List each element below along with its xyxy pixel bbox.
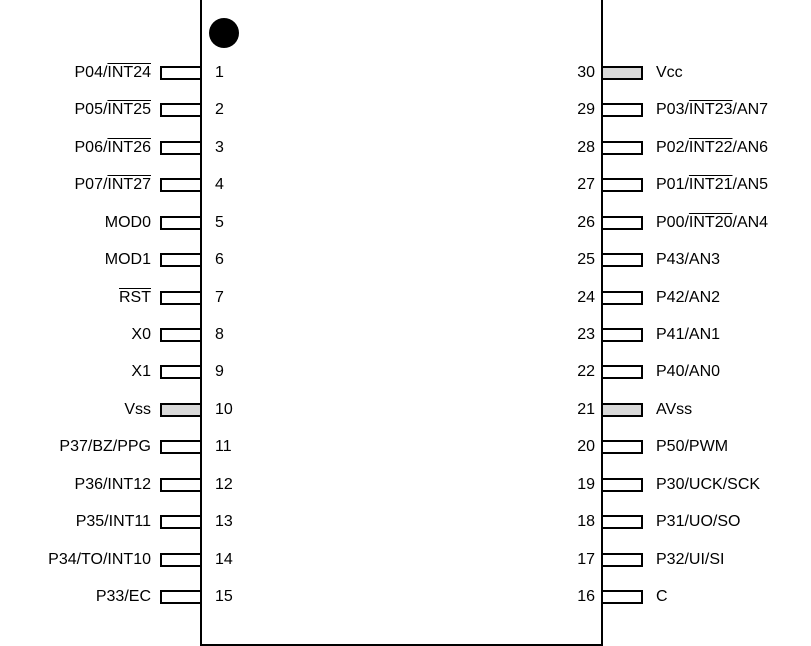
pin-label-segment: P40/AN0 xyxy=(656,363,721,381)
pin-number: 20 xyxy=(577,438,595,456)
pin-number: 5 xyxy=(215,213,224,231)
pin-label-segment: P50/PWM xyxy=(656,438,729,456)
pin-21-label xyxy=(656,400,692,420)
pin-3-label xyxy=(75,138,152,158)
pin-17-label xyxy=(656,550,724,570)
pin-label-segment: P36/INT12 xyxy=(74,475,151,493)
pin-label-segment: Vcc xyxy=(656,64,683,81)
pin-26-lead xyxy=(603,216,643,230)
pin-20-label xyxy=(656,437,728,457)
pin-label-segment: INT20 xyxy=(688,213,733,231)
pin-number: 16 xyxy=(577,588,595,606)
pin-number: 23 xyxy=(577,326,595,343)
pin-number: 19 xyxy=(577,475,595,493)
pin-number: 18 xyxy=(577,513,595,531)
pin-8-label xyxy=(131,325,151,345)
pin-label-segment: INT22 xyxy=(688,138,733,156)
ic-package-body xyxy=(200,0,603,646)
pin-label-segment: INT25 xyxy=(107,101,151,119)
pin-label-segment: /AN5 xyxy=(732,176,769,194)
pin-16-lead xyxy=(603,590,643,604)
pin-label-segment: X0 xyxy=(131,326,151,343)
pin-18-label xyxy=(656,512,740,532)
pin-label-segment: P37/BZ/PPG xyxy=(59,438,151,456)
pin-number: 21 xyxy=(577,400,595,418)
pin-label-segment: X1 xyxy=(131,363,151,381)
pin-23-lead xyxy=(603,328,643,342)
pin-number: 24 xyxy=(577,288,595,306)
pin-number: 2 xyxy=(215,101,224,119)
pin-number: 7 xyxy=(215,288,224,306)
pin-label-segment: P05/ xyxy=(74,101,108,119)
pin-label-segment: /AN7 xyxy=(732,101,769,119)
pin-29-label xyxy=(656,100,768,120)
pin-label-segment: P31/UO/SO xyxy=(656,513,741,531)
pin-17-lead xyxy=(603,553,643,567)
pin-number: 17 xyxy=(577,550,595,568)
pin-9-lead xyxy=(160,365,200,379)
pin-label-segment: P42/AN2 xyxy=(656,288,721,306)
pin-number: 13 xyxy=(215,513,233,531)
pin-11-label xyxy=(59,437,151,457)
pin-label-segment: P41/AN1 xyxy=(656,326,721,343)
pin-number: 12 xyxy=(215,475,233,493)
pin-15-lead xyxy=(160,590,200,604)
pin-label-segment: $\overline{RST}$ xyxy=(119,288,151,306)
pin-13-label xyxy=(76,512,151,532)
pin-1-label xyxy=(75,63,152,83)
pin-label-segment: MOD0 xyxy=(104,213,151,231)
pin-1-lead xyxy=(160,66,200,80)
pin-3-lead xyxy=(160,141,200,155)
pin-label-segment: INT26 xyxy=(107,138,151,156)
pin-number: 11 xyxy=(215,438,232,456)
pin-8-lead xyxy=(160,328,200,342)
pin-22-lead xyxy=(603,365,643,379)
pin-label-segment: P03/ xyxy=(656,101,689,119)
pin-27-lead xyxy=(603,178,643,192)
pin-number: 9 xyxy=(215,363,224,381)
pin-label-segment: /AN4 xyxy=(732,213,769,231)
pin-label-segment: P35/INT11 xyxy=(75,513,151,531)
pin-number: 25 xyxy=(577,251,595,269)
pin-24-lead xyxy=(603,291,643,305)
pin-14-lead xyxy=(160,553,200,567)
pin-26-label xyxy=(656,213,768,233)
pin-number: 14 xyxy=(215,550,233,568)
pin-22-label xyxy=(656,362,720,382)
pin-label-segment: P34/TO/INT10 xyxy=(48,550,151,568)
pin-number: 29 xyxy=(577,101,595,119)
pin-label-segment: P04/ xyxy=(74,64,108,81)
pin-label-segment: MOD1 xyxy=(104,251,151,269)
pin-number: 22 xyxy=(577,363,595,381)
pin-number: 1 xyxy=(215,64,224,81)
pin-label-segment: P02/ xyxy=(656,138,689,156)
pin-18-lead xyxy=(603,515,643,529)
pin-23-label xyxy=(656,325,720,345)
pin-label-segment: P30/UCK/SCK xyxy=(656,475,761,493)
pin-13-lead xyxy=(160,515,200,529)
pin-10-lead xyxy=(160,403,200,417)
pin-5-lead xyxy=(160,216,200,230)
pin-16-label xyxy=(656,587,668,607)
pin-label-segment: /AN6 xyxy=(732,138,769,156)
pin-10-label xyxy=(124,400,151,420)
pin-label-segment: AVss xyxy=(656,400,693,418)
pin-19-label xyxy=(656,475,760,495)
pin-7-label xyxy=(119,288,151,308)
pin-11-lead xyxy=(160,440,200,454)
pin-label-segment: Vss xyxy=(124,400,151,418)
pin-label-segment: P06/ xyxy=(74,138,108,156)
pin-number: 28 xyxy=(577,138,595,156)
pin-number: 15 xyxy=(215,588,233,606)
pin-15-label xyxy=(96,587,151,607)
pin-number: 30 xyxy=(577,64,595,81)
pin-27-label xyxy=(656,175,768,195)
pin-label-segment: P07/ xyxy=(74,176,108,194)
pin-label-segment: INT21 xyxy=(688,176,733,194)
pin-2-lead xyxy=(160,103,200,117)
pin-28-lead xyxy=(603,141,643,155)
pin-label-segment: P32/UI/SI xyxy=(656,550,725,568)
pin-19-lead xyxy=(603,478,643,492)
pin-number: 6 xyxy=(215,251,224,269)
pin-25-lead xyxy=(603,253,643,267)
pin-label-segment: P01/ xyxy=(656,176,689,194)
pin-label-segment: P00/ xyxy=(656,213,689,231)
pin-7-lead xyxy=(160,291,200,305)
pin-4-label xyxy=(75,175,152,195)
pin-label-segment: P33/EC xyxy=(95,588,151,606)
pin-number: 4 xyxy=(215,176,224,194)
pin-label-segment: INT23 xyxy=(688,101,733,119)
pin-label-segment: INT27 xyxy=(107,176,151,194)
pin-28-label xyxy=(656,138,768,158)
pin-number: 27 xyxy=(577,176,595,194)
pin-29-lead xyxy=(603,103,643,117)
pin-5-label xyxy=(105,213,151,233)
pin-25-label xyxy=(656,250,720,270)
pin-21-lead xyxy=(603,403,643,417)
pin-12-label xyxy=(75,475,151,495)
pin-label-segment: C xyxy=(656,588,668,606)
pin-number: 10 xyxy=(215,400,233,418)
pin-number: 3 xyxy=(215,138,224,156)
pin-4-lead xyxy=(160,178,200,192)
pin-20-lead xyxy=(603,440,643,454)
pin-6-lead xyxy=(160,253,200,267)
pin-number: 8 xyxy=(215,326,224,343)
pin-24-label xyxy=(656,288,720,308)
pin-6-label xyxy=(105,250,151,270)
pin-2-label xyxy=(75,100,152,120)
pin-30-label xyxy=(656,63,683,83)
pin-14-label xyxy=(48,550,151,570)
pin-number: 26 xyxy=(577,213,595,231)
pin-label-segment: P43/AN3 xyxy=(656,251,721,269)
pin-label-segment: INT24 xyxy=(107,64,151,81)
pin-30-lead xyxy=(603,66,643,80)
pin-12-lead xyxy=(160,478,200,492)
pin-9-label xyxy=(131,362,151,382)
pin1-index-marker xyxy=(209,18,239,48)
